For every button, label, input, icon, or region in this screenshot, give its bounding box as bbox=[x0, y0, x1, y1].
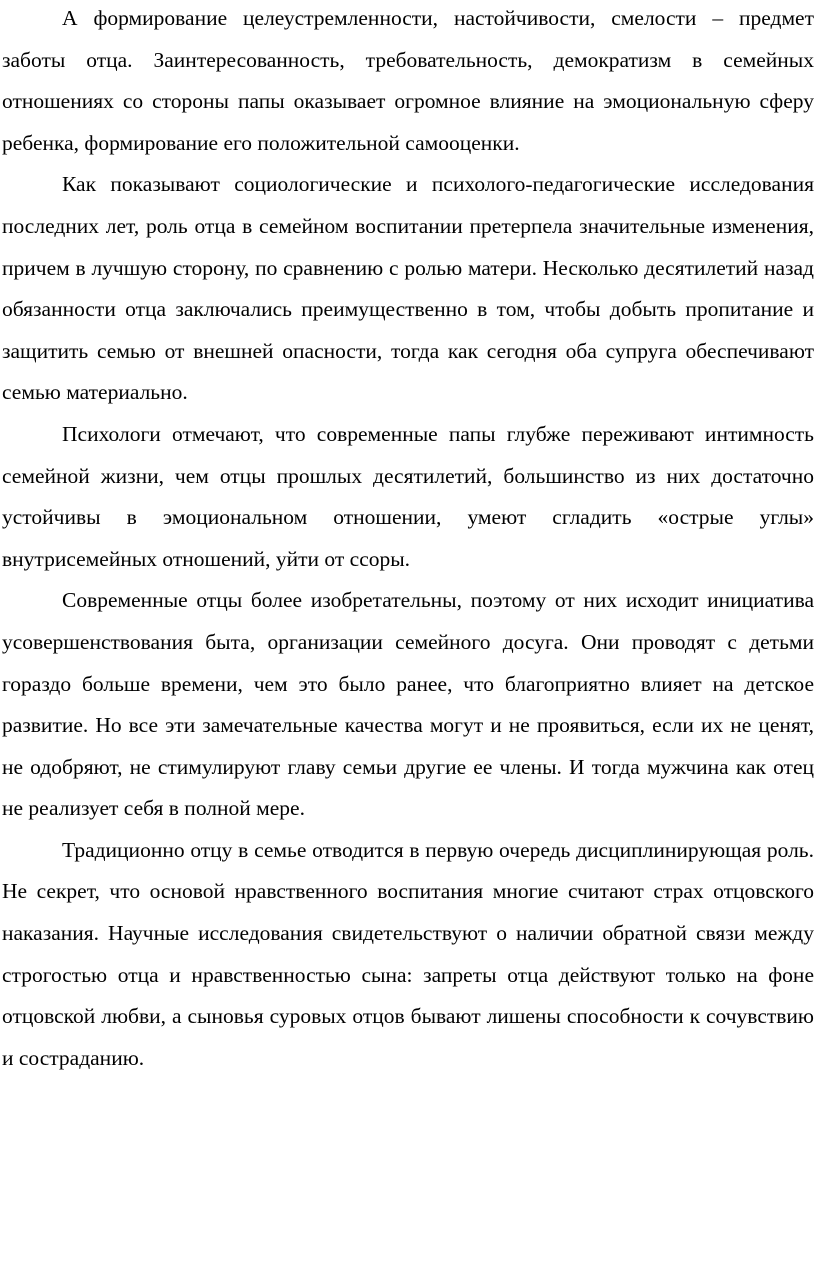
paragraph-5: Традиционно отцу в семье отводится в первую очередь дисциплинирующая роль. Не секрет, что основой нравственного воспитания многие считают страх отцовского наказания. Научные исследования свидетельствуют о наличии обратной связи между строгостью отца и нравственностью сына: запреты отца действуют только на фоне отцовской любви, а сыновья суровых отцов бывают лишены способности к сочувствию и состраданию. bbox=[2, 837, 814, 1070]
paragraph-3: Психологи отмечают, что современные папы глубже переживают интимность семейной жизни, чем отцы прошлых десятилетий, большинство из них достаточно устойчивы в эмоциональном отношении, умеют сгладить «острые углы» внутрисемейных отношений, уйти от ссоры. bbox=[2, 421, 814, 571]
paragraph-1: А формирование целеустремленности, настойчивости, смелости – предмет заботы отца. Заинтересованность, требовательность, демократизм в семейных отношениях со стороны папы оказывает огромное влияние на эмоциональную сферу ребенка, формирование его положительной самооценки. bbox=[2, 6, 814, 155]
paragraph-4: Современные отцы более изобретательны, поэтому от них исходит инициатива усовершенствования быта, организации семейного досуга. Они проводят с детьми гораздо больше времени, чем это было ранее, что благоприятно влияет на детское развитие. Но все эти замечательные качества могут и не проявиться, если их не ценят, не одобряют, не стимулируют главу семьи другие ее члены. И тогда мужчина как отец не реализует себя в полной мере. bbox=[2, 588, 814, 821]
paragraph-2: Как показывают социологические и психолого-педагогические исследования последних лет, роль отца в семейном воспитании претерпела значительные изменения, причем в лучшую сторону, по сравнению с ролью матери. Несколько десятилетий назад обязанности отца заключались преимущественно в том, чтобы добыть пропитание и защитить семью от внешней опасности, тогда как сегодня оба супруга обеспечивают семью материально. bbox=[2, 172, 814, 405]
